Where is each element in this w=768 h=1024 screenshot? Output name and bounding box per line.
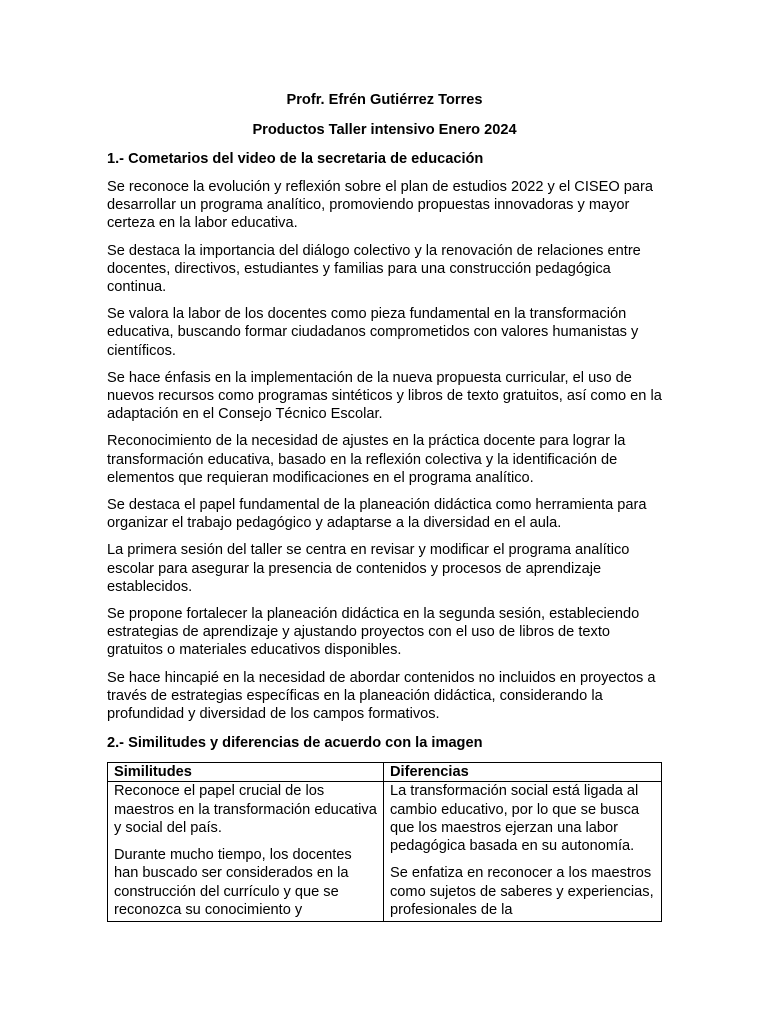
author-name: Profr. Efrén Gutiérrez Torres (286, 92, 483, 108)
comparison-table (107, 762, 662, 922)
paragraph: Se propone fortalecer la planeación didáctica en la segunda sesión, estableciendo estrategias de aprendizaje y ajustando proyectos con el uso de libros de texto gratuitos o materiales educativos disponibles. (107, 606, 640, 659)
paragraph: Se reconoce la evolución y reflexión sobre el plan de estudios 2022 y el CISEO para desarrollar un programa analítico, promoviendo propuestas innovadoras y mayor certeza en la labor educativa. (107, 179, 653, 232)
paragraph: Se valora la labor de los docentes como pieza fundamental en la transformación educativa, buscando formar ciudadanos comprometidos con valores humanistas y científicos. (107, 306, 639, 359)
column-header-similitudes: Similitudes (108, 763, 384, 782)
table-header-row (108, 763, 662, 782)
similitudes-cell (108, 782, 384, 921)
cell-paragraph: Se enfatiza en reconocer a los maestros como sujetos de saberes y experiencias, profesionales de la (390, 865, 654, 918)
paragraph: Reconocimiento de la necesidad de ajustes en la práctica docente para lograr la transformación educativa, basado en la reflexión colectiva y la identificación de elementos que requieran modificaciones en el programa analítico. (107, 433, 626, 486)
section-1-heading: 1.- Cometarios del video de la secretaria de educación (107, 151, 484, 167)
table-row (108, 782, 662, 921)
cell-paragraph: Reconoce el papel crucial de los maestros en la transformación educativa y social del país. (114, 783, 377, 836)
paragraph: Se destaca la importancia del diálogo colectivo y la renovación de relaciones entre docentes, directivos, estudiantes y familias para una construcción pedagógica continua. (107, 242, 641, 296)
paragraph: Se hace énfasis en la implementación de la nueva propuesta curricular, el uso de nuevos recursos como programas sintéticos y libros de texto gratuitos, así como en la adaptación en el Consejo Técnico Escolar. (107, 369, 662, 423)
cell-paragraph: Durante mucho tiempo, los docentes han buscado ser considerados en la construcción del currículo y que se reconozca su conocimiento y (114, 847, 352, 918)
paragraph: Se destaca el papel fundamental de la planeación didáctica como herramienta para organizar el trabajo pedagógico y adaptarse a la diversidad en el aula. (107, 497, 647, 532)
column-header-diferencias: Diferencias (384, 763, 662, 782)
paragraph: La primera sesión del taller se centra en revisar y modificar el programa analítico escolar para asegurar la presencia de contenidos y procesos de aprendizaje establecidos. (107, 542, 630, 595)
section-2-heading: 2.- Similitudes y diferencias de acuerdo con la imagen (107, 735, 483, 752)
cell-paragraph: La transformación social está ligada al cambio educativo, por lo que se busca que los maestros ejerzan una labor pedagógica basada en su autonomía. (390, 783, 640, 855)
paragraph: Se hace hincapié en la necesidad de abordar contenidos no incluidos en proyectos a través de estrategias específicas en la planeación didáctica, considerando la profundidad y diversidad de los campos formativos. (107, 669, 656, 723)
diferencias-cell (384, 782, 662, 921)
document-subtitle: Productos Taller intensivo Enero 2024 (252, 122, 517, 138)
